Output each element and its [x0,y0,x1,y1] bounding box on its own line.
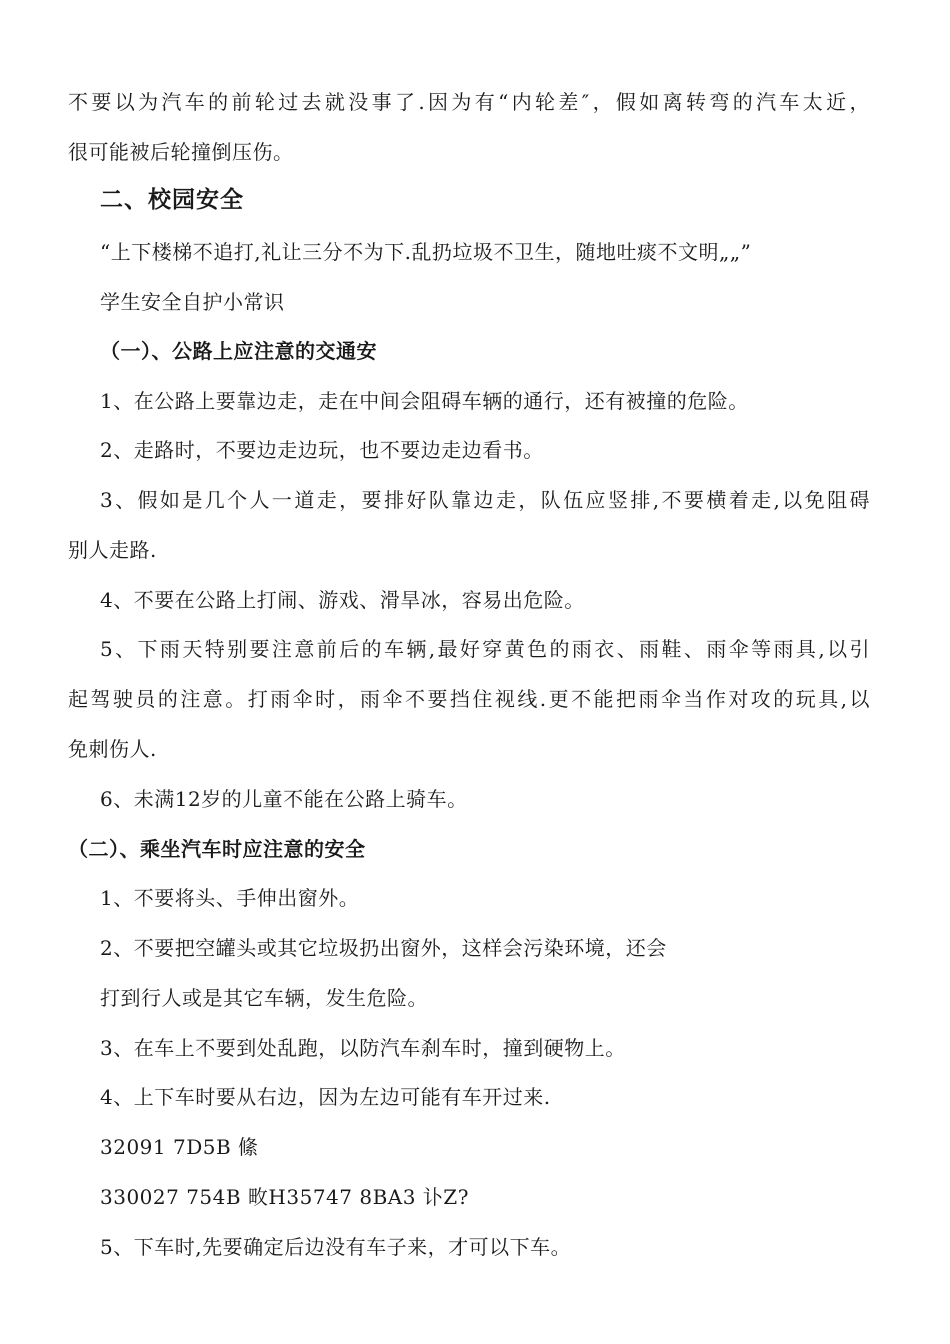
car-item-2-line-1: 2、不要把空罐头或其它垃圾扔出窗外，这样会污染环境，还会 [100,936,667,960]
garbled-line-2: 330027 754B 畋H35747 8BA3 讣Z? [100,1185,469,1209]
road-item-6: 6、未满12岁的儿童不能在公路上骑车。 [100,787,468,811]
road-item-1: 1、在公路上要靠边走，走在中间会阻碍车辆的通行，还有被撞的危险。 [100,389,749,413]
garbled-line-1: 32091 7D5B 絛 [100,1135,259,1159]
road-item-2: 2、走路时，不要边走边玩，也不要边走边看书。 [100,438,544,462]
road-item-5-line-3: 免刺伤人. [68,737,157,761]
road-item-5-line-2: 起驾驶员的注意。打雨伞时，雨伞不要挡住视线.更不能把雨伞当作对攻的玩具,以 [68,687,870,711]
car-item-1: 1、不要将头、手伸出窗外。 [100,886,360,910]
road-item-5-line-1: 5、下雨天特别要注意前后的车辆,最好穿黄色的雨衣、雨鞋、雨伞等雨具,以引 [100,637,870,661]
road-safety-heading: （一）、公路上应注意的交通安 [100,339,377,363]
car-item-4: 4、上下车时要从右边，因为左边可能有车开过来. [100,1085,551,1109]
road-item-4: 4、不要在公路上打闹、游戏、滑旱冰，容易出危险。 [100,588,585,612]
car-item-3: 3、在车上不要到处乱跑，以防汽车刹车时，撞到硬物上。 [100,1036,626,1060]
car-safety-heading: （二）、乘坐汽车时应注意的安全 [68,837,366,861]
tips-title: 学生安全自护小常识 [100,290,285,314]
road-item-3-line-2: 别人走路. [68,538,157,562]
intro-line-2: 很可能被后轮撞倒压伤。 [68,140,294,164]
section-title: 二、校园安全 [100,186,244,213]
safety-quote: “上下楼梯不追打,礼让三分不为下.乱扔垃圾不卫生，随地吐痰不文明„„” [100,240,752,264]
intro-line-1: 不要以为汽车的前轮过去就没事了.因为有“内轮差″，假如离转弯的汽车太近， [68,90,870,114]
car-item-5: 5、下车时,先要确定后边没有车子来，才可以下车。 [100,1235,572,1259]
car-item-2-line-2: 打到行人或是其它车辆，发生危险。 [100,986,428,1010]
road-item-3-line-1: 3、假如是几个人一道走，要排好队靠边走，队伍应竖排,不要横着走,以免阻碍 [100,488,870,512]
